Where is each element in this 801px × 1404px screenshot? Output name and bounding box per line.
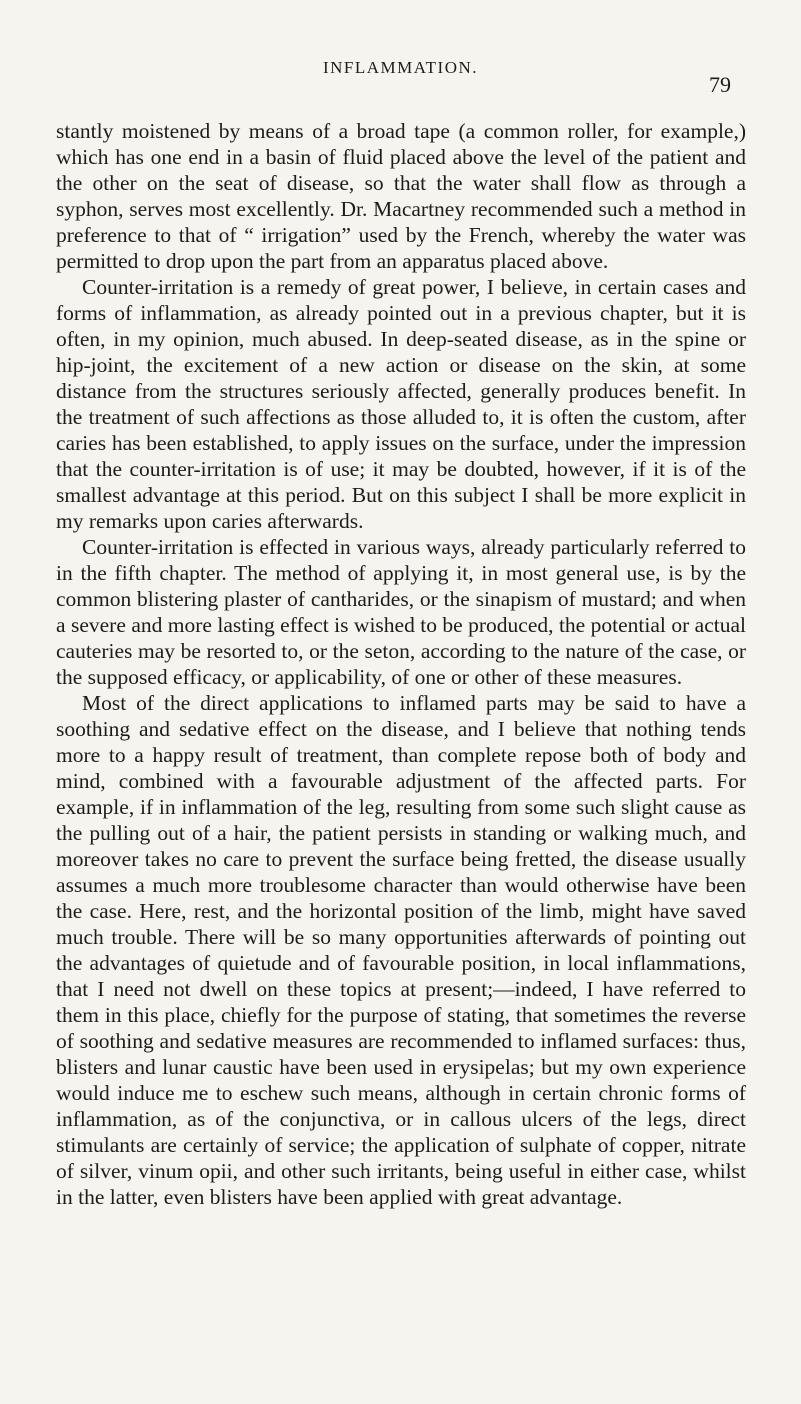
running-head: INFLAMMATION. <box>322 58 479 77</box>
paragraph-continuation: stantly moistened by means of a broad tape (a common roller, for example,) which has one end in a basin of fluid placed above the level of the patient and the other on the seat of disease, so that the water shall flow as through a syphon, serves most excellently. Dr. Macartney recommended such a method in preference to that of “ irrigation” used by the French, whereby the water was permitted to drop upon the part from an apparatus placed above. <box>56 119 746 273</box>
paragraph-methods: Counter-irritation is effected in various ways, already particularly referred to in the fifth chapter. The method of applying it, in most general use, is by the common blistering plaster of cantharides, or the sinapism of mustard; and when a severe and more lasting effect is wished to be produced, the potential or actual cauteries may be resorted to, or the seton, according to the nature of the case, or the supposed efficacy, or applicability, of one or other of these measures. <box>56 535 746 689</box>
paragraph-counter-irritation: Counter-irritation is a remedy of great power, I believe, in certain cases and forms of inflammation, as already pointed out in a previous chapter, but it is often, in my opinion, much abused. In deep-seated disease, as in the spine or hip-joint, the excitement of a new action or disease on the skin, at some distance from the structures seriously affected, generally produces benefit. In the treatment of such affections as those alluded to, it is often the custom, after caries has been established, to apply issues on the surface, under the impression that the counter-irritation is of use; it may be doubted, however, if it is of the smallest advantage at this period. But on this subject I shall be more explicit in my remarks upon caries afterwards. <box>56 275 746 533</box>
page-number: 79 <box>709 72 731 97</box>
body-text <box>56 118 746 1210</box>
paragraph-direct-applications: Most of the direct applications to inflamed parts may be said to have a soothing and sedative effect on the disease, and I believe that nothing tends more to a happy result of treatment, than complete repose both of body and mind, combined with a favourable adjustment of the affected parts. For example, if in inflammation of the leg, resulting from some such slight cause as the pulling out of a hair, the patient persists in standing or walking much, and moreover takes no care to prevent the surface being fretted, the disease usually assumes a much more troublesome character than would otherwise have been the case. Here, rest, and the horizontal position of the limb, might have saved much trouble. There will be so many opportunities afterwards of pointing out the advantages of quietude and of favourable position, in local inflammations, that I need not dwell on these topics at present;—indeed, I have referred to them in this place, chiefly for the purpose of stating, that sometimes the reverse of soothing and sedative measures are recommended to inflamed surfaces: thus, blisters and lunar caustic have been used in erysipelas; but my own experience would induce me to eschew such means, although in certain chronic forms of inflammation, as of the conjunctiva, or in callous ulcers of the legs, direct stimulants are certainly of service; the application of sulphate of copper, nitrate of silver, vinum opii, and other such irritants, being useful in either case, whilst in the latter, even blisters have been applied with great advantage. <box>56 691 746 1209</box>
